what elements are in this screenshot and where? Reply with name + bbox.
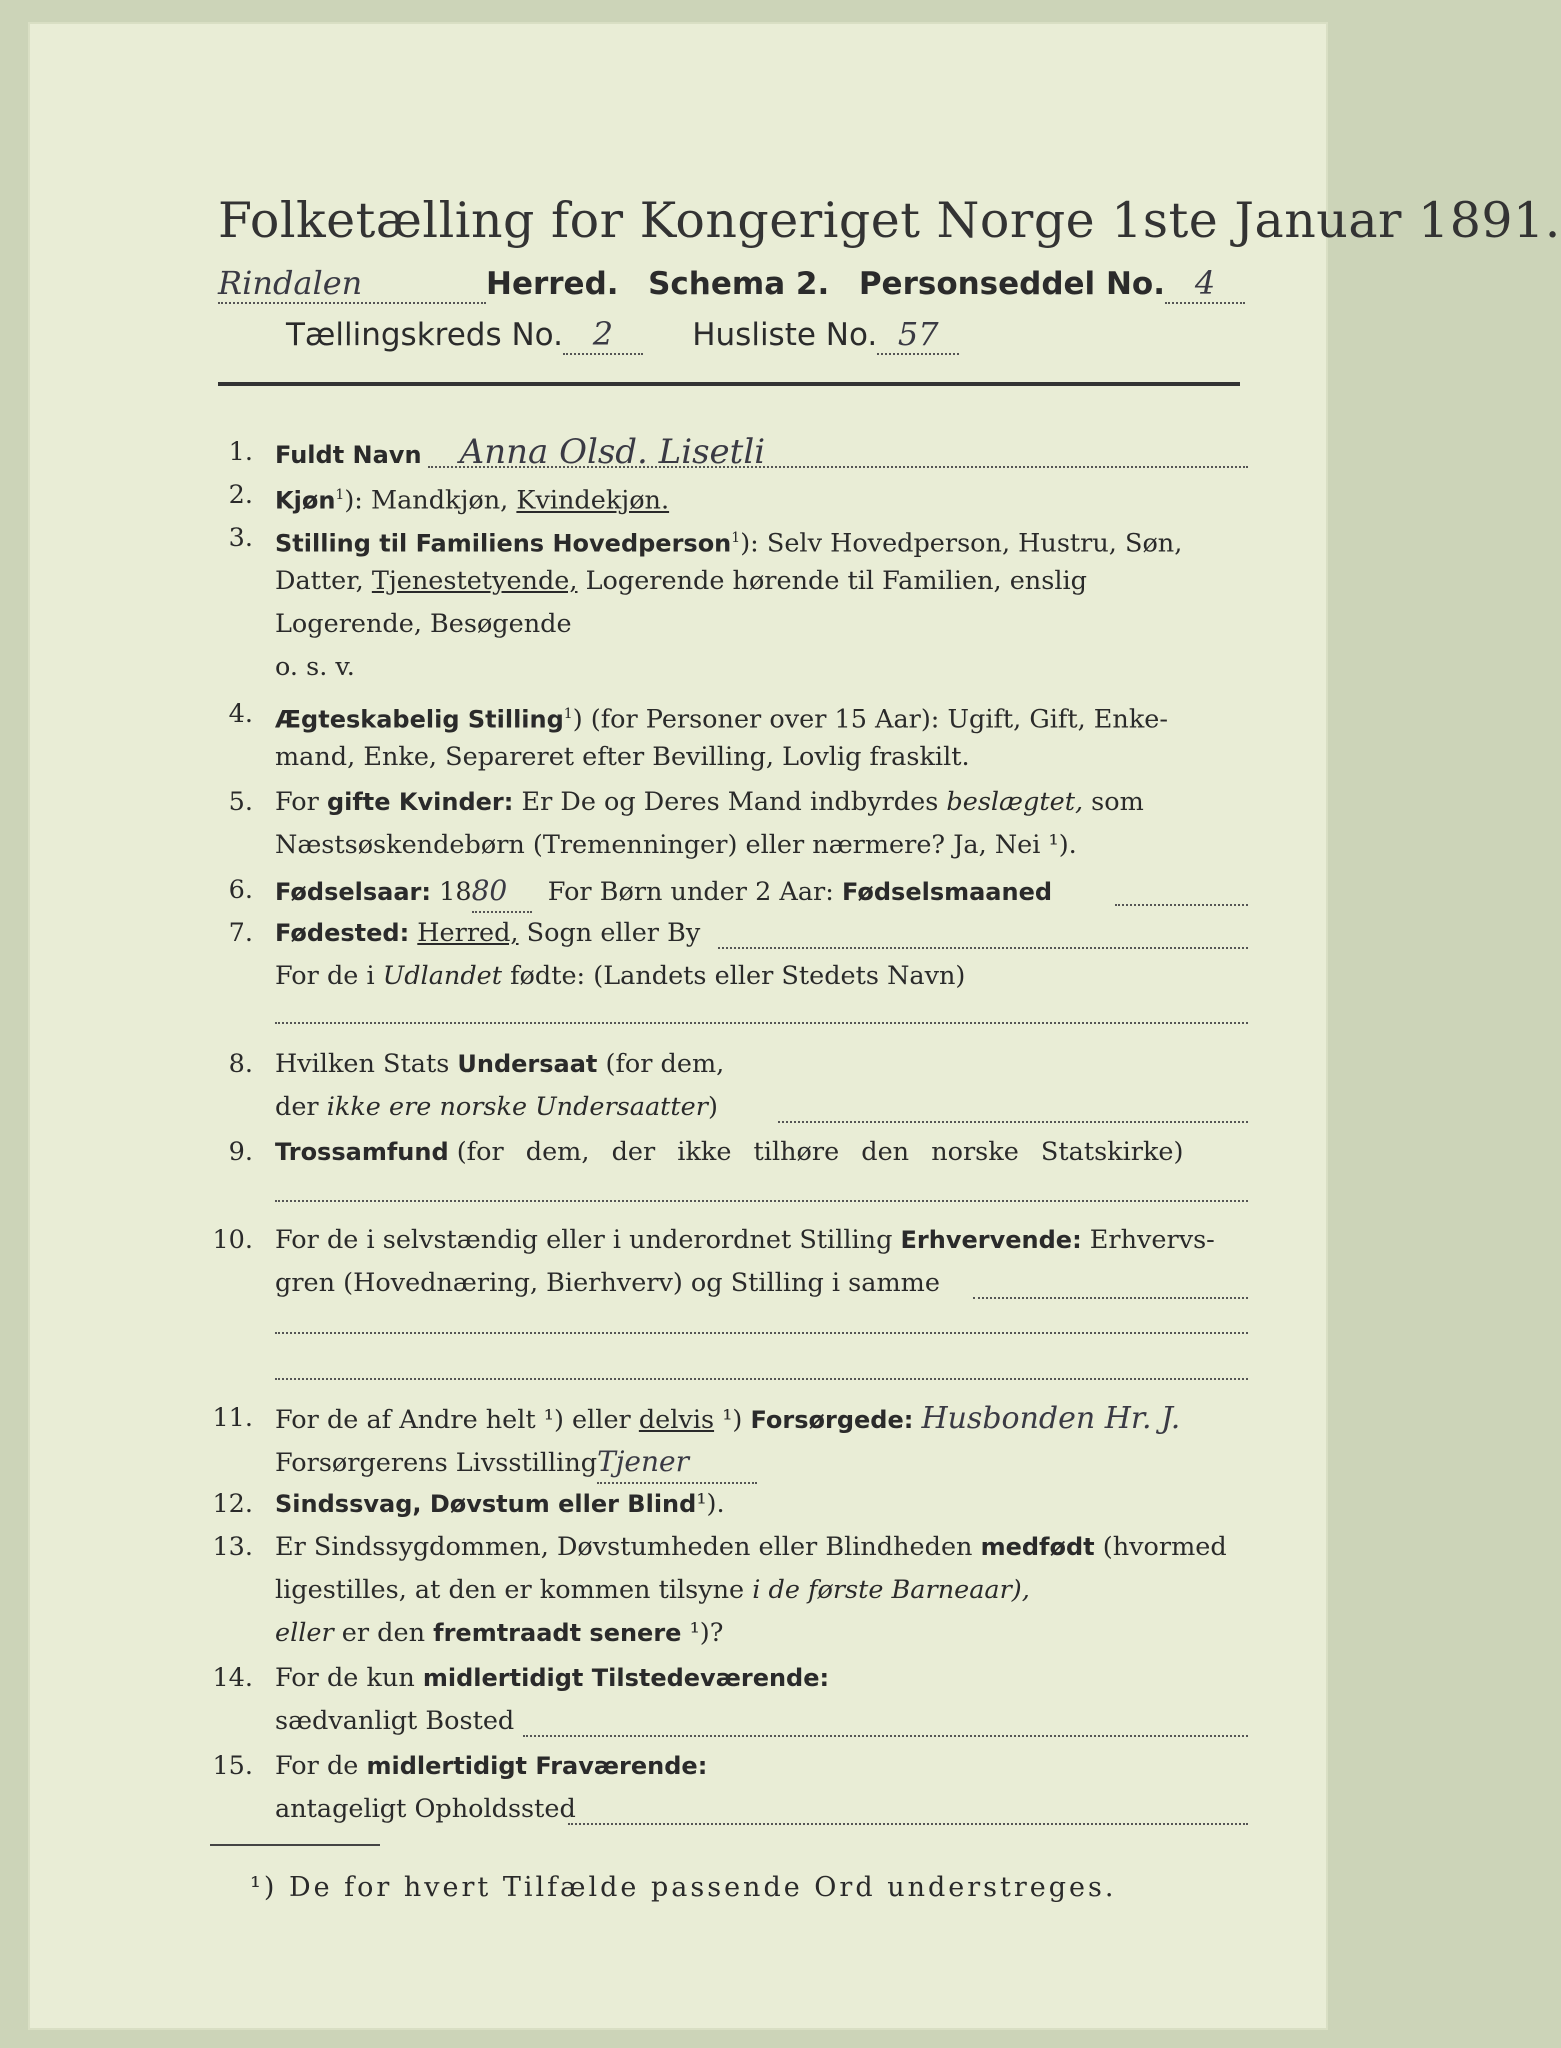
footnote: ¹) De for hvert Tilfælde passende Ord understreges. bbox=[250, 1872, 1117, 1903]
q2-text: Kjøn$^1$): Mandkjøn, Kvindekjøn. bbox=[275, 485, 670, 516]
q3-line3: Logerende, Besøgende bbox=[275, 609, 572, 639]
q10-a: For de i selvstændig eller i underordnet Stilling bbox=[275, 1225, 893, 1255]
q7-line2-italic: Udlandet bbox=[382, 961, 502, 991]
q11-a: For de af Andre helt ¹) eller bbox=[275, 1405, 631, 1435]
q5-label: gifte Kvinder: bbox=[326, 788, 514, 816]
herred-label: Herred. bbox=[486, 266, 619, 302]
q1-fill-line bbox=[428, 466, 1248, 468]
q13-a: Er Sindssygdommen, Døvstumheden eller Blindheden bbox=[275, 1532, 973, 1562]
q11-line2: Forsørgerens Livsstilling bbox=[275, 1448, 598, 1478]
q4-line1: ) (for Personer over 15 Aar): Ugift, Gift, Enke- bbox=[572, 704, 1168, 735]
q13-line3-italic: eller bbox=[275, 1618, 334, 1648]
personseddel-value: 4 bbox=[1165, 264, 1245, 304]
q5-line2: Næstsøskendebørn (Tremenninger) eller nærmere? Ja, Nei ¹). bbox=[275, 830, 1077, 860]
q11-label: Forsørgede: bbox=[750, 1406, 914, 1434]
q3-line4: o. s. v. bbox=[275, 652, 355, 682]
q9-number: 9. bbox=[228, 1137, 253, 1167]
q15-line2: antageligt Opholdssted bbox=[275, 1794, 576, 1824]
form-title: Folketælling for Kongeriget Norge 1ste Januar 1891. bbox=[218, 192, 1561, 249]
q9-text: (for dem, der ikke tilhøre den norske Statskirke) bbox=[456, 1137, 1184, 1167]
q11-number: 11. bbox=[212, 1403, 253, 1433]
q3-line1-text: ): Selv Hovedperson, Hustru, Søn, bbox=[740, 528, 1183, 559]
q4-label: Ægteskabelig Stilling bbox=[275, 705, 564, 734]
herred-line bbox=[218, 264, 1245, 304]
q7-line2-b: fødte: (Landets eller Stedets Navn) bbox=[510, 961, 966, 991]
q3-line2-b: Logerende hørende til Familien, enslig bbox=[585, 566, 1087, 596]
q15-fill-line bbox=[568, 1823, 1248, 1825]
q13-line3-b: ¹)? bbox=[689, 1618, 724, 1648]
q5-number: 5. bbox=[228, 787, 253, 817]
q11-selected: delvis bbox=[638, 1405, 715, 1435]
q6-prefix: 18 bbox=[439, 877, 472, 907]
personseddel-label: Personseddel No. bbox=[858, 266, 1165, 302]
q5-italic: beslægtet, bbox=[946, 787, 1084, 817]
q9-label: Trossamfund bbox=[275, 1138, 449, 1166]
footnote-rule bbox=[210, 1844, 380, 1846]
q14-a: For de kun bbox=[275, 1663, 415, 1693]
q8-line2-italic: ikke ere norske Undersaatter bbox=[326, 1092, 708, 1122]
q3-line1: Stilling til Familiens Hovedperson$^1$): Selv Hovedperson, Hustru, Søn, bbox=[275, 528, 1183, 559]
q11-value2: Tjener bbox=[597, 1441, 757, 1484]
q3-label: Stilling til Familiens Hovedperson bbox=[275, 529, 732, 558]
header-rule bbox=[218, 382, 1240, 386]
q2-selected: Kvindekjøn. bbox=[516, 485, 670, 516]
q3-selected: Tjenestetyende, bbox=[371, 566, 578, 596]
q7-extra-line bbox=[275, 1022, 1248, 1024]
q7-selected: Herred, bbox=[417, 918, 519, 948]
census-form-page: Folketælling for Kongeriget Norge 1ste Januar 1891. Rindalen Herred. Schema 2. Personseddel No. 4 Tællingskreds No. 2 Husliste No. 57 1. Fuldt Navn Anna Olsd. Lisetli 2. Kjøn$^1$): Mandkjøn, Kvindekjøn. 3. Stilling til Familiens Hovedperson$^1$): Selv Hovedperson, Hustru, Søn, Datter, Tjenestetyende, Logerende hørende til Familien, enslig Logerende, Besøgende o. s. v. 4. Ægteskabelig Stilling$^1$) (for Personer over 15 Aar): Ugift, Gift, Enke- mand, Enke, Separeret efter Bevilling, Lovlig fraskilt. 5. For gifte Kvinder: Er De og Deres Mand indbyrdes beslægtet, som Næstsøskendebørn (Tremenninger) eller nærmere? Ja, Nei ¹). 6. Fødselsaar: 1880 For Børn under 2 Aar: Fødselsmaaned 7. Fødested: Herred, Sogn eller By For de i Udlandet fødte: (Landets eller Stedets Navn) 8. Hvilken Stats Undersaat (for dem, der ikke ere norske Undersaatter) 9. Trossamfund (for dem, der ikke tilhøre den norske Statskirke) 10. For de i selvstændig eller i underordnet Stilling Erhvervende: Erhvervs- gren (Hovednæring, Bierhverv) og Stilling i samme 11. For de af Andre helt ¹) eller delvis ¹) Forsørgede: Husbonden Hr. J. Forsørgerens LivsstillingTjener 12. Sindssvag, Døvstum eller Blind¹). 13. Er Sindssygdommen, Døvstumheden eller Blindheden medfødt (hvormed ligestilles, at den er kommen tilsyne i de første Barneaar), eller er den fremtraadt senere ¹)? 14. For de kun midlertidigt Tilstedeværende: sædvanligt Bosted 15. For de midlertidigt Fraværende: antageligt Opholdssted ¹) De for hvert Tilfælde passende Ord understreges. bbox=[28, 22, 1328, 2030]
q2-number: 2. bbox=[228, 480, 253, 510]
q8-number: 8. bbox=[228, 1049, 253, 1079]
q5-b: Er De og Deres Mand indbyrdes bbox=[521, 787, 939, 817]
schema-label: Schema 2. bbox=[648, 266, 830, 302]
q7-label: Fødested: bbox=[275, 919, 410, 947]
q15-a: For de bbox=[275, 1751, 359, 1781]
q1-text bbox=[275, 432, 765, 476]
q8-fill-line bbox=[778, 1121, 1248, 1123]
q4-number: 4. bbox=[228, 699, 253, 729]
q5-c: som bbox=[1091, 787, 1144, 817]
q3-line2-a: Datter, bbox=[275, 566, 364, 596]
q15-number: 15. bbox=[212, 1751, 253, 1781]
q6-value: 80 bbox=[472, 870, 532, 913]
q7-fill-line bbox=[718, 947, 1248, 949]
q13-line2-italic: i de første Barneaar), bbox=[752, 1575, 1030, 1605]
q6-label: Fødselsaar: bbox=[275, 878, 431, 906]
q6-b: For Børn under 2 Aar: bbox=[547, 877, 834, 907]
q10-b: Erhvervs- bbox=[1089, 1225, 1215, 1255]
q13-label: medfødt bbox=[980, 1533, 1095, 1561]
q15-label: midlertidigt Fraværende: bbox=[366, 1752, 708, 1780]
q14-number: 14. bbox=[212, 1663, 253, 1693]
q10-fill-line bbox=[973, 1297, 1248, 1299]
q9-fill-line bbox=[275, 1200, 1248, 1202]
q14-fill-line bbox=[523, 1735, 1248, 1737]
q6-fill-line bbox=[1115, 904, 1248, 906]
q13-number: 13. bbox=[212, 1532, 253, 1562]
q7-text: Sogn eller By bbox=[526, 918, 701, 948]
q7-number: 7. bbox=[228, 918, 253, 948]
q1-value: Anna Olsd. Lisetli bbox=[459, 432, 766, 472]
q8-a: Hvilken Stats bbox=[275, 1049, 450, 1079]
q2-label: Kjøn bbox=[275, 486, 336, 515]
q7-line2-a: For de i bbox=[275, 961, 375, 991]
q12-number: 12. bbox=[212, 1489, 253, 1519]
q1-label: Fuldt Navn bbox=[275, 441, 422, 469]
q10-label: Erhvervende: bbox=[900, 1226, 1082, 1254]
q2-options: ): Mandkjøn, bbox=[344, 485, 509, 516]
herred-value: Rindalen bbox=[218, 264, 486, 304]
q8-line2-a: der bbox=[275, 1092, 319, 1122]
q13-line3-label: fremtraadt senere bbox=[433, 1619, 682, 1647]
q11-b: ¹) bbox=[722, 1405, 743, 1435]
q12-b: ¹). bbox=[696, 1489, 725, 1519]
q12-label: Sindssvag, Døvstum eller Blind bbox=[275, 1490, 697, 1518]
q4-line2: mand, Enke, Separeret efter Bevilling, Lovlig fraskilt. bbox=[275, 742, 970, 772]
q14-line2: sædvanligt Bosted bbox=[275, 1706, 515, 1736]
q10-extra-line-2 bbox=[275, 1378, 1248, 1380]
q3-number: 3. bbox=[228, 523, 253, 553]
q6-label2: Fødselsmaaned bbox=[841, 878, 1053, 906]
q8-label: Undersaat bbox=[457, 1050, 598, 1078]
q13-line2-a: ligestilles, at den er kommen tilsyne bbox=[275, 1575, 745, 1605]
taellingskreds-line bbox=[286, 315, 959, 355]
husliste-label: Husliste No. bbox=[692, 317, 878, 353]
q1-number: 1. bbox=[228, 437, 253, 467]
husliste-value: 57 bbox=[877, 315, 959, 355]
q11-value: Husbonden Hr. J. bbox=[921, 1401, 1181, 1436]
q5-a: For bbox=[275, 787, 319, 817]
taellingskreds-label: Tællingskreds No. bbox=[286, 317, 563, 353]
q10-number: 10. bbox=[212, 1225, 253, 1255]
q14-label: midlertidigt Tilstedeværende: bbox=[422, 1664, 830, 1692]
q13-line3-a: er den bbox=[341, 1618, 426, 1648]
q8-b: (for dem, bbox=[605, 1049, 725, 1079]
q10-line2: gren (Hovednæring, Bierhverv) og Stilling i samme bbox=[275, 1268, 940, 1298]
taellingskreds-value: 2 bbox=[563, 315, 643, 355]
q13-b: (hvormed bbox=[1102, 1532, 1227, 1562]
q10-extra-line-1 bbox=[275, 1332, 1248, 1334]
q6-number: 6. bbox=[228, 875, 253, 905]
